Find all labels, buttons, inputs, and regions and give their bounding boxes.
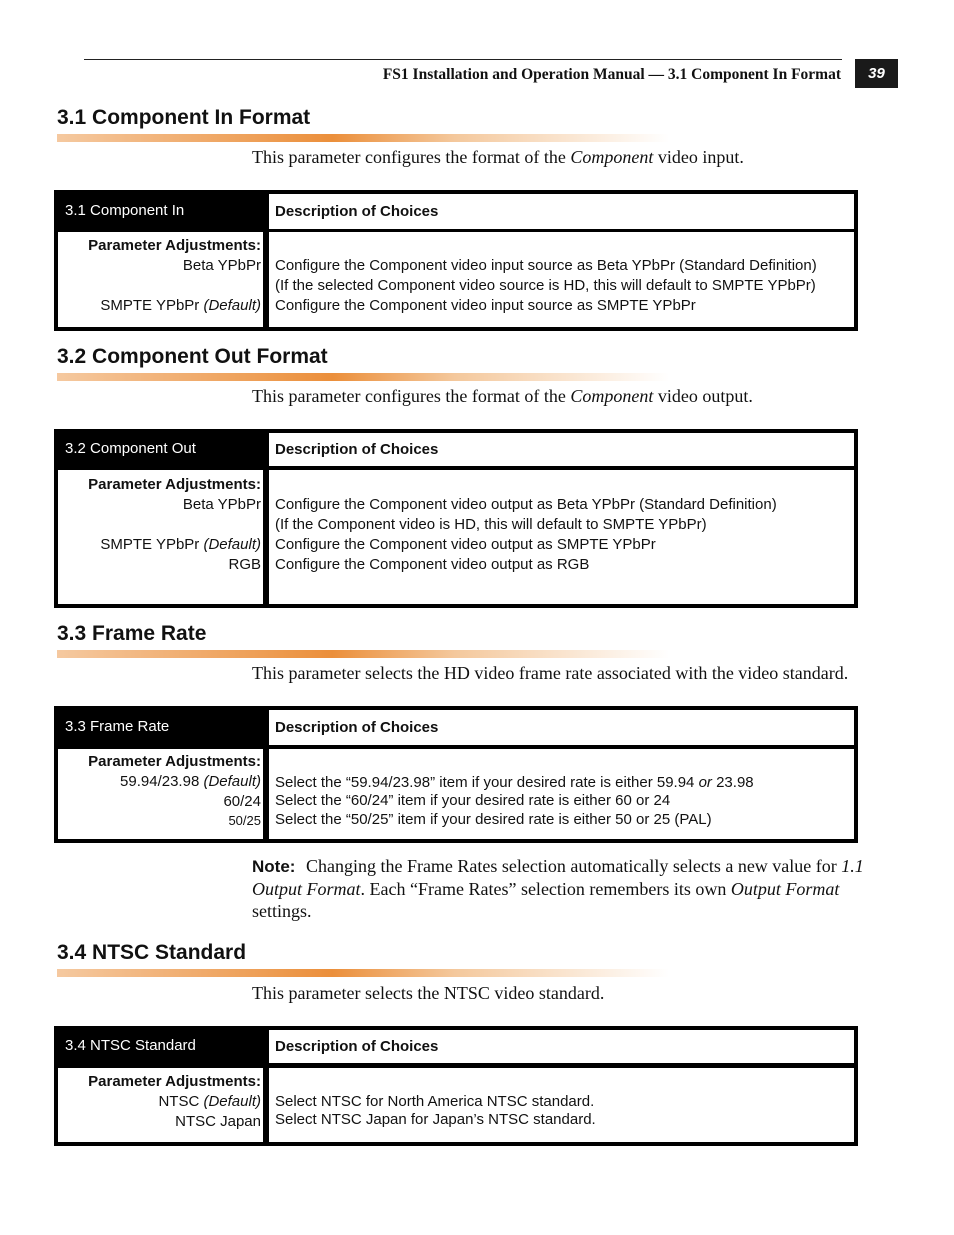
table-header-label: 3.1 Component In xyxy=(65,201,185,219)
section-underline-bar xyxy=(57,650,669,658)
section-underline-bar xyxy=(57,373,669,381)
section-underline-bar xyxy=(57,969,669,977)
page-number: 39 xyxy=(855,59,898,88)
note-paragraph: Note: Changing the Frame Rates selection automatically selects a new value for 1.1 Output Format. Each “Frame Rates” selection remembers its own Output Format settings. xyxy=(252,856,864,921)
section-intro-3-3: This parameter selects the HD video frame rate associated with the video standard. xyxy=(252,663,849,683)
description-line: Configure the Component video output as SMPTE YPbPr xyxy=(275,536,656,553)
section-intro-3-4: This parameter selects the NTSC video standard. xyxy=(252,983,605,1003)
param-option: 50/25 xyxy=(228,813,261,828)
param-option-default: 59.94/23.98 (Default) xyxy=(120,773,261,790)
section-title-3-3: 3.3 Frame Rate xyxy=(57,622,207,645)
section-intro-3-1: This parameter configures the format of the Component video input. xyxy=(252,147,744,167)
parameter-table-3-1 xyxy=(54,190,858,331)
parameter-table-3-2 xyxy=(54,429,858,608)
note-label: Note: xyxy=(252,857,296,876)
description-header: Description of Choices xyxy=(269,194,854,229)
description-line: Configure the Component video input source as SMPTE YPbPr xyxy=(275,297,696,314)
section-underline-bar xyxy=(57,134,669,142)
parameter-column xyxy=(58,232,263,327)
description-line: Select the “59.94/23.98” item if your desired rate is either 59.94 or 23.98 xyxy=(275,774,754,791)
param-label: Parameter Adjustments: xyxy=(88,237,261,254)
description-line: Select the “60/24” item if your desired rate is either 60 or 24 xyxy=(275,792,671,809)
section-title-3-4: 3.4 NTSC Standard xyxy=(57,941,247,964)
parameter-table-3-3 xyxy=(54,706,858,843)
section-title-3-1: 3.1 Component In Format xyxy=(57,106,311,129)
description-line: Configure the Component video input source as Beta YPbPr (Standard Definition) xyxy=(275,257,817,274)
param-option: Beta YPbPr xyxy=(182,496,261,513)
description-header: Description of Choices xyxy=(269,710,854,745)
running-header: FS1 Installation and Operation Manual — 3.1 Component In Format xyxy=(382,66,841,83)
param-option: NTSC Japan xyxy=(175,1113,261,1130)
param-label: Parameter Adjustments: xyxy=(88,476,261,493)
description-column xyxy=(269,1068,854,1142)
description-header: Description of Choices xyxy=(269,1030,854,1063)
description-line: (If the selected Component video source is HD, this will default to SMPTE YPbPr) xyxy=(275,277,816,294)
param-option-spacer xyxy=(58,276,261,296)
parameter-column xyxy=(58,470,263,604)
parameter-column xyxy=(58,749,263,839)
parameter-column xyxy=(58,1068,263,1142)
table-header-label: 3.3 Frame Rate xyxy=(65,717,170,735)
param-option-default: SMPTE YPbPr (Default) xyxy=(100,297,261,314)
section-intro-3-2: This parameter configures the format of the Component video output. xyxy=(252,386,753,406)
param-option-default: NTSC (Default) xyxy=(158,1093,261,1110)
table-header-label: 3.2 Component Out xyxy=(65,439,196,457)
description-column xyxy=(269,749,854,839)
description-line: Select NTSC for North America NTSC standard. xyxy=(275,1093,595,1110)
param-label: Parameter Adjustments: xyxy=(88,753,261,770)
parameter-table-3-4 xyxy=(54,1026,858,1146)
description-line: Configure the Component video output as RGB xyxy=(275,556,590,573)
description-column xyxy=(269,470,854,604)
description-line: (If the Component video is HD, this will default to SMPTE YPbPr) xyxy=(275,516,707,533)
param-option-spacer xyxy=(58,515,261,535)
param-option: Beta YPbPr xyxy=(182,257,261,274)
param-option: RGB xyxy=(228,556,261,573)
param-option: 60/24 xyxy=(223,793,261,810)
description-line: Configure the Component video output as Beta YPbPr (Standard Definition) xyxy=(275,496,777,513)
description-line: Select the “50/25” item if your desired rate is either 50 or 25 (PAL) xyxy=(275,811,712,828)
param-option-default: SMPTE YPbPr (Default) xyxy=(100,536,261,553)
section-title-3-2: 3.2 Component Out Format xyxy=(57,345,328,368)
param-label: Parameter Adjustments: xyxy=(88,1073,261,1090)
table-header-label: 3.4 NTSC Standard xyxy=(65,1036,196,1054)
description-column xyxy=(269,232,854,327)
header-rule xyxy=(84,59,842,60)
description-header: Description of Choices xyxy=(269,433,854,466)
description-line: Select NTSC Japan for Japan’s NTSC standard. xyxy=(275,1111,596,1128)
